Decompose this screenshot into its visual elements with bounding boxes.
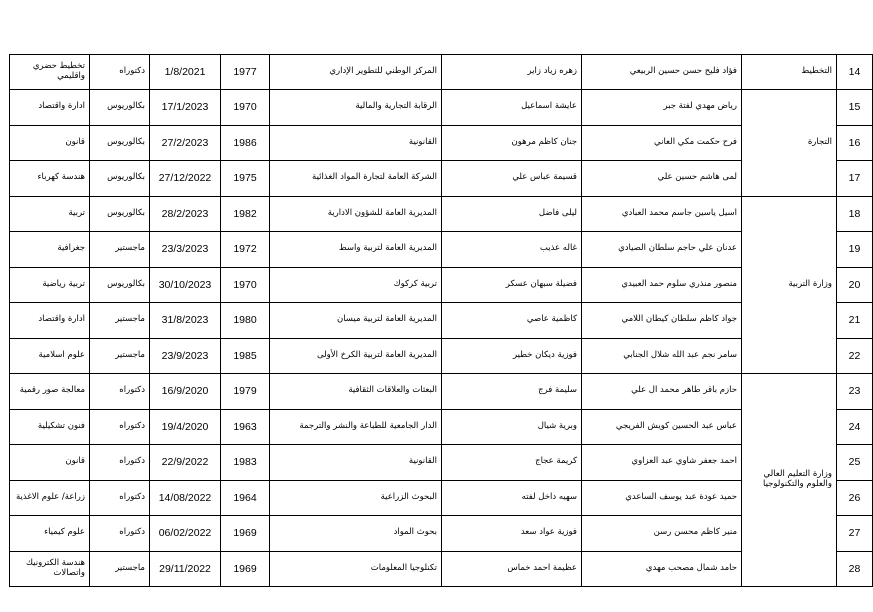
employee-name-cell: منير كاظم محسن رسن: [582, 516, 742, 552]
degree-cell: بكالوريوس: [90, 90, 150, 126]
specialization-cell: ادارة واقتصاد: [10, 303, 90, 339]
degree-cell: دكتوراه: [90, 409, 150, 445]
birth-year-cell: 1964: [221, 480, 270, 516]
degree-cell: بكالوريوس: [90, 125, 150, 161]
specialization-cell: قانون: [10, 445, 90, 481]
date-cell: 16/9/2020: [150, 374, 221, 410]
mother-name-cell: قسيمة عباس علي: [442, 161, 582, 197]
specialization-cell: تخطيط حضري واقليمي: [10, 55, 90, 90]
birth-year-cell: 1970: [221, 267, 270, 303]
mother-name-cell: عظيمة احمد خماس: [442, 551, 582, 587]
birth-year-cell: 1983: [221, 445, 270, 481]
degree-cell: ماجستير: [90, 232, 150, 268]
specialization-cell: هندسة الكترونيك واتصالات: [10, 551, 90, 587]
ministry-cell: وزارة التعليم العالي والعلوم والتكنولوجيا: [742, 374, 837, 587]
mother-name-cell: فضيلة سبهان عسكر: [442, 267, 582, 303]
table-row: [10, 55, 873, 90]
employee-name-cell: احمد جعفر شاوي عبد العزاوي: [582, 445, 742, 481]
workplace-cell: المركز الوطني للتطوير الإداري: [270, 55, 442, 90]
birth-year-cell: 1975: [221, 161, 270, 197]
date-cell: 1/8/2021: [150, 55, 221, 90]
workplace-cell: البعثات والعلاقات الثقافية: [270, 374, 442, 410]
degree-cell: دكتوراه: [90, 374, 150, 410]
table-row: [10, 90, 873, 126]
degree-cell: بكالوريوس: [90, 161, 150, 197]
row-number-cell: 19: [837, 232, 873, 268]
workplace-cell: الشركة العامة لتجارة المواد الغذائية: [270, 161, 442, 197]
date-cell: 22/9/2022: [150, 445, 221, 481]
specialization-cell: فنون تشكيلية: [10, 409, 90, 445]
date-cell: 29/11/2022: [150, 551, 221, 587]
employee-name-cell: فرح حكمت مكي العاني: [582, 125, 742, 161]
employee-name-cell: اسيل ياسين جاسم محمد العبادي: [582, 196, 742, 232]
degree-cell: بكالوريوس: [90, 196, 150, 232]
birth-year-cell: 1985: [221, 338, 270, 374]
employee-name-cell: حازم باقر طاهر محمد ال علي: [582, 374, 742, 410]
ministry-cell: التجارة: [742, 90, 837, 197]
degree-cell: دكتوراه: [90, 55, 150, 90]
employee-name-cell: لمى هاشم حسين علي: [582, 161, 742, 197]
degree-cell: دكتوراه: [90, 516, 150, 552]
employee-name-cell: عباس عبد الحسين كويش الفريجي: [582, 409, 742, 445]
birth-year-cell: 1970: [221, 90, 270, 126]
workplace-cell: القانونية: [270, 445, 442, 481]
date-cell: 27/12/2022: [150, 161, 221, 197]
mother-name-cell: كريمة عجاج: [442, 445, 582, 481]
degree-cell: دكتوراه: [90, 480, 150, 516]
employee-name-cell: سامر نجم عبد الله شلال الجنابي: [582, 338, 742, 374]
mother-name-cell: جنان كاظم مرهون: [442, 125, 582, 161]
workplace-cell: المديرية العامة لتربية ميسان: [270, 303, 442, 339]
date-cell: 17/1/2023: [150, 90, 221, 126]
specialization-cell: ادارة واقتصاد: [10, 90, 90, 126]
workplace-cell: البحوث الزراعية: [270, 480, 442, 516]
date-cell: 14/08/2022: [150, 480, 221, 516]
specialization-cell: تربية: [10, 196, 90, 232]
date-cell: 19/4/2020: [150, 409, 221, 445]
specialization-cell: علوم اسلامية: [10, 338, 90, 374]
degree-cell: ماجستير: [90, 551, 150, 587]
employee-table: [9, 54, 873, 587]
mother-name-cell: غاله عذيب: [442, 232, 582, 268]
row-number-cell: 21: [837, 303, 873, 339]
table-row: [10, 196, 873, 232]
row-number-cell: 14: [837, 55, 873, 90]
employee-name-cell: حميد عودة عبد يوسف الساعدي: [582, 480, 742, 516]
specialization-cell: معالجة صور رقمية: [10, 374, 90, 410]
date-cell: 23/9/2023: [150, 338, 221, 374]
date-cell: 28/2/2023: [150, 196, 221, 232]
degree-cell: ماجستير: [90, 303, 150, 339]
workplace-cell: تكنلوجيا المعلومات: [270, 551, 442, 587]
mother-name-cell: ليلى فاضل: [442, 196, 582, 232]
employee-name-cell: فؤاد فليح حسن حسين الربيعي: [582, 55, 742, 90]
row-number-cell: 26: [837, 480, 873, 516]
specialization-cell: جغرافية: [10, 232, 90, 268]
row-number-cell: 16: [837, 125, 873, 161]
ministry-cell: التخطيط: [742, 55, 837, 90]
employee-name-cell: عدنان علي حاجم سلطان الصيادي: [582, 232, 742, 268]
ministry-cell: وزارة التربية: [742, 196, 837, 374]
birth-year-cell: 1977: [221, 55, 270, 90]
workplace-cell: المديرية العامة للشؤون الادارية: [270, 196, 442, 232]
mother-name-cell: فوزية ديكان خطير: [442, 338, 582, 374]
row-number-cell: 24: [837, 409, 873, 445]
employee-name-cell: حامد شمال مصحب مهدي: [582, 551, 742, 587]
mother-name-cell: سهيه داخل لفته: [442, 480, 582, 516]
workplace-cell: المديرية العامة لتربية واسط: [270, 232, 442, 268]
employee-name-cell: رياض مهدي لفتة جبر: [582, 90, 742, 126]
workplace-cell: تربية كركوك: [270, 267, 442, 303]
row-number-cell: 18: [837, 196, 873, 232]
row-number-cell: 22: [837, 338, 873, 374]
specialization-cell: هندسة كهرباء: [10, 161, 90, 197]
degree-cell: بكالوريوس: [90, 267, 150, 303]
workplace-cell: الرقابة التجارية والمالية: [270, 90, 442, 126]
table-row: [10, 374, 873, 410]
birth-year-cell: 1969: [221, 516, 270, 552]
workplace-cell: المديرية العامة لتربية الكرخ الأولى: [270, 338, 442, 374]
mother-name-cell: سليمة فرج: [442, 374, 582, 410]
row-number-cell: 25: [837, 445, 873, 481]
birth-year-cell: 1969: [221, 551, 270, 587]
mother-name-cell: كاظمية عاصي: [442, 303, 582, 339]
workplace-cell: القانونية: [270, 125, 442, 161]
degree-cell: دكتوراه: [90, 445, 150, 481]
workplace-cell: الدار الجامعية للطباعة والنشر والترجمة: [270, 409, 442, 445]
specialization-cell: تربية رياضية: [10, 267, 90, 303]
date-cell: 27/2/2023: [150, 125, 221, 161]
specialization-cell: زراعة/ علوم الاغذية: [10, 480, 90, 516]
specialization-cell: علوم كيمياء: [10, 516, 90, 552]
birth-year-cell: 1963: [221, 409, 270, 445]
birth-year-cell: 1979: [221, 374, 270, 410]
birth-year-cell: 1980: [221, 303, 270, 339]
workplace-cell: بحوث المواد: [270, 516, 442, 552]
row-number-cell: 15: [837, 90, 873, 126]
employee-name-cell: جواد كاظم سلطان كيطان اللامي: [582, 303, 742, 339]
date-cell: 31/8/2023: [150, 303, 221, 339]
degree-cell: ماجستير: [90, 338, 150, 374]
mother-name-cell: وبرية شيال: [442, 409, 582, 445]
birth-year-cell: 1986: [221, 125, 270, 161]
mother-name-cell: فوزية عواد سعد: [442, 516, 582, 552]
birth-year-cell: 1982: [221, 196, 270, 232]
date-cell: 23/3/2023: [150, 232, 221, 268]
row-number-cell: 17: [837, 161, 873, 197]
date-cell: 06/02/2022: [150, 516, 221, 552]
table-body: [10, 55, 873, 587]
birth-year-cell: 1972: [221, 232, 270, 268]
row-number-cell: 20: [837, 267, 873, 303]
row-number-cell: 23: [837, 374, 873, 410]
date-cell: 30/10/2023: [150, 267, 221, 303]
specialization-cell: قانون: [10, 125, 90, 161]
mother-name-cell: زهره زياد زاير: [442, 55, 582, 90]
employee-name-cell: منصور منذري سلوم حمد العبيدي: [582, 267, 742, 303]
row-number-cell: 28: [837, 551, 873, 587]
row-number-cell: 27: [837, 516, 873, 552]
mother-name-cell: عايشة اسماعيل: [442, 90, 582, 126]
